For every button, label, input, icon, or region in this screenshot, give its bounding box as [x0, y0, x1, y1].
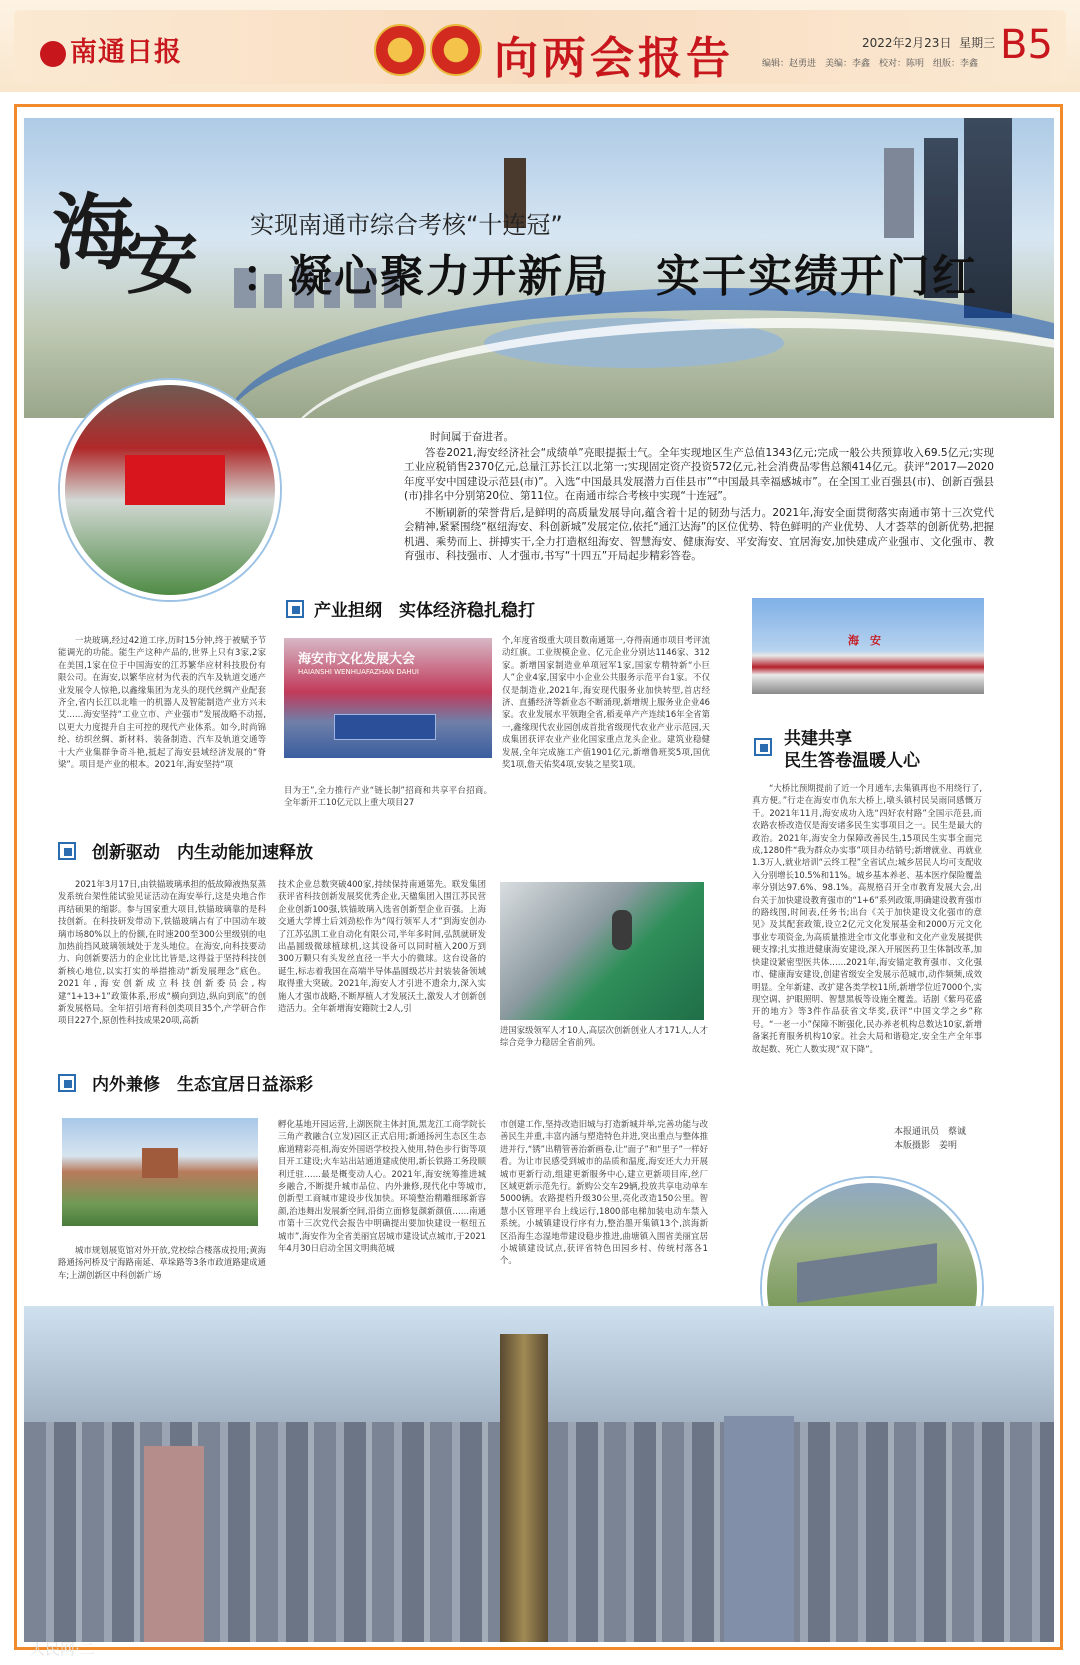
intro-lead: 时间属于奋进者。 [430, 431, 514, 443]
cppcc-emblem-icon [430, 24, 482, 76]
intro-paragraph-2: 不断刷新的荣誉背后,是鲜明的高质量发展导向,蕴含着十足的韧劲与活力。2021年,海安全面贯彻落实南通市第十三次党代会精神,紧紧围绕“枢纽海安、科创新城”发展定位,依托“通江达海”的区位优势、特色鲜明的产业优势、人才荟萃的创新优势,把握机遇、乘势而上、拼搏实干,全力打造枢纽海安、智慧海安、健康海安、平安海安、宜居海安,加快建成产业强市、文化强市、教育强市、科技强市、人才强市,书写“十四五”开局起步精彩答卷。 [404, 507, 994, 563]
section1-column-2: 个,年度省级重大项目数南通第一,夺得南通市项目考评流动红旗。工业规模企业、亿元企业分别达1146家、312家。新增国家制造业单项冠军1家,国家专精特新“小巨人”企业4家,国家中小企业公共服务示范平台1家。不仅仅是制造业,2021年,海安现代服务业加快转型,首店经济、直播经济等新业态不断涌现,新增规上服务业企业46家。农业发展水平领跑全省,稻麦单产产连续16年全省第一,鑫缘现代农业园创成首批省级现代农业产业示范园,天成集团获评农业产业化国家重点龙头企业。建筑业稳健发展,全年完成施工产值1901亿元,新增鲁班奖5项,国优奖1项,詹天佑奖4项,安装之星奖1项。 [502, 635, 710, 770]
section2-column-2: 技术企业总数突破400家,持续保持南通第先。联发集团获评省科技创新发展奖优秀企业,天楹集团入围江苏民营企业创新100强,铁锚玻璃入选省创新型企业百强。上海交通大学博士后刘劲松作为“闯行领军人才”到海安创办了江苏弘凯工业自动化有限公司,半年多时间,弘凯就研发出晶圆级微球植球机,这其设备可以同时植入200万到300万颗只有头发丝直径一半大小的微球。这台设备的诞生,标志着我国在高端半导体晶圆级芯片封装装备领域取得重大突破。2021年,海安人才引进不遗余力,深入实施人才强市战略,不断厚植人才发展沃土,激发人才创新创造活力。全年新增海安籍院士2人,引 [278, 879, 486, 1014]
newspaper-logo: 南通日报 [40, 30, 182, 69]
masthead: 向两会报告 [494, 33, 734, 84]
section-icon [286, 600, 304, 618]
hero-subtitle: 实现南通市综合考核“十连冠” [250, 211, 563, 239]
section-icon [58, 1074, 76, 1092]
page-number: B5 [1000, 22, 1053, 68]
section3-column-2: 孵化基地开园运营,上湖医院主体封顶,黑龙江工商学院长三角产教融合(立发)园区正式启用;新通扬河生态区生态廊道精彩亮相,海安外国语学校投入使用,特色步行街等项目开工建设;火车站出站通道建成使用,新长铁路工务段顺利迁驻……最是概变动人心。2021年,海安统筹推进城乡融合,不断提升城市品位、内外兼修,现代化中等城市,创新型工商城市建设步伐加快。环境整治精雕细琢新容颜,治违舞出发展新空间,沿街立面修复颜新颜值……南通市第十三次党代会报告中明确提出要加快建设一枢纽五城市”,海安作为全省美丽宜居城市建设试点城市,于2021年4月30日启动全国文明典范城 [278, 1119, 486, 1254]
issue-date: 2022年2月23日 星期三 [862, 36, 996, 50]
section-icon [58, 842, 76, 860]
city-skyline-photo [24, 1306, 1054, 1642]
section-title-livelihood-1: 共建共享 [784, 729, 852, 749]
flag-ceremony-photo [60, 380, 280, 600]
reporter-credit: 本报通讯员 蔡诚 [894, 1127, 967, 1137]
section-title-industry: 产业担纲 实体经济稳扎稳打 [314, 601, 535, 621]
section2-column-3: 进国家级领军人才10人,高层次创新创业人才171人,人才综合竞争力稳居全省前列。 [500, 1025, 708, 1048]
section1-column-1: 一块玻璃,经过42道工序,历时15分钟,终于被赋予节能调光的功能。能生产这种产品的,世界上只有3家,2家在美国,1家在位于中国海安的江苏繁华应材科技股份有限公司。在海安,以繁华应材为代表的汽车及轨道交通产业发展令人惊艳,以鑫缘集团为龙头的现代丝绸产业配套齐全,省内长江以北唯一的机器人及智能制造产业方兴未艾……海安坚持“工业立市、产业强市”发展战略不动摇,以更大力度提升自主可控的现代产业体系。如今,时尚锦纶、纺织丝绸、新材料、装备制造、汽车及轨道交通等十大产业集群争奇斗艳,抵起了海安县域经济发展的“脊梁”。项目是产业的根本。2021年,海安坚持“项 [58, 635, 266, 770]
hero-char-an: 安 [126, 219, 199, 304]
section2-column-1: 2021年3月17日,由铁锚玻璃承担的低故障液热泵蒸发系统台架性能试验见证活动在海安举行,这是央地合作再结硕果的缩影。参与国家重大项目,铁锚玻璃靠的是科技创新。在科技研发带动下,铁锚玻璃占有了中国动车玻璃市场80%以上的份额,在时速200至300公里级别的电加热前挡风玻璃领域处于龙头地位。在海安,向科技要动力、向创新要活力的企业比比皆是,这得益于坚持科技创新核心地位,以实打实的举措推动“新发展理念”底色。2021年,海安创新成立科技创新委员会,构建“1+13+1”政策体系,形成“横向到边,纵向到底”的创新发展格局。全年招引培育科创类项目35个,产学研合作项目227个,原创性科技成果20项,高新 [58, 879, 266, 1026]
section-title-innovation: 创新驱动 内生动能加速释放 [92, 843, 313, 863]
railway-station-photo: 海 安 [752, 598, 984, 694]
section-title-livelihood-2: 民生答卷温暖人心 [784, 751, 920, 771]
planning-hall-photo [62, 1118, 258, 1226]
photographer-credit: 本版摄影 姜明 [894, 1141, 958, 1151]
section-title-ecology: 内外兼修 生态宜居日益添彩 [92, 1075, 313, 1095]
national-emblem-icon [374, 24, 426, 76]
culture-conference-photo: 海安市文化发展大会 HAIANSHI WENHUAFAZHAN DAHUI [284, 638, 492, 758]
section-icon [754, 738, 772, 756]
section4-body: “大桥比预期提前了近一个月通车,去集镇再也不用绕行了,真方便。”行走在海安市仇东大桥上,墩头镇村民吴雨同感慨万千。2021年11月,海安成功入选“四好农村路”全国示范县,而农路农桥改造仅是海安诸多民生实事项目之一。民生是最大的政治。2021年,海安全力保障改善民生,15项民生实事全面完成,1280件“我为群众办实事”项目办结销号;新增就业、再就业1.3万人,就业培训“云终工程”全省试点;城乡居民人均可支配收入分别增长10.5%和11%。城乡基本养老、基本医疗保险覆盖率分别达97.6%、98.1%。高规格召开全市教育发展大会,出台关于加快建设教育强市的“1+6”系列政策,明确建设教育强市的路线图,时间表,任务书;出台《关于加快建设文化强市的意见》及其配套政策,设立2亿元文化发展基金和2000万元文化事业专项资金,为高质量推进全市文化事业和文化产业发展提供硬支撑;扎实推进健康海安建设,深入开展医药卫生体制改革,加快建设紧密型医共体……2021年,海安锚定教育强市、文化强市、健康海安建设,创建省级安全发展示范城市,动作频频,成效明显。全年新建、改扩建各类学校11所,新增学位近7000个,实现空调、护眼照明、智慧黑板等设施全覆盖。话剧《紫玛花盛开的地方》等3件作品获省文华奖,获评“中国文学之乡”称号。“一老一小”保障不断强化,民办养老机构总数达10家,新增备案托育服务机构10家。社会大局和谐稳定,安全生产全年事故起数、死亡人数实现“双下降”。 [752, 783, 983, 1054]
hero-char-hai: 海 [52, 185, 135, 281]
hero-title: ：凝心聚力开新局 实干实绩开门红 [242, 251, 978, 302]
section3-column-3: 市创建工作,坚持改造旧城与打造新城并举,完善功能与改善民生并重,丰富内涵与塑造特色并进,突出重点与整体推进并行,“锈”出精管善治新画卷,让“面子”和“里子”一样好看。为让市民感受到城市的品质和温度,海安还大力开展城市更新行动,组建更新服务中心,建立更新项目库,丝厂区域更新示范先行。新购公交车29辆,投放共享电动单车5000辆。农路提档升级30公里,亮化改造150公里。智慧小区管理平台上线运行,1800部电梯加装电动车禁入系统。小城镇建设行序有力,整治墨开集镇13个,滨海新区沿海生态湿地带建设稳步推进,曲塘镇入围省美丽宜居小城镇建设试点,获评省特色田园乡村、传统村落各1个。 [500, 1119, 708, 1266]
staff-credits: 编辑：赵勇进 美编：李鑫 校对：陈明 组版：李鑫 [762, 59, 979, 69]
section3-column-1: 城市规划展览馆对外开放,党校综合楼落成投用;黄海路通扬河桥及宁海路南延、草垛路等3条市政道路建成通车;上湖创新区中科创新广场 [58, 1245, 266, 1280]
intro-paragraph-1: 答卷2021,海安经济社会“成绩单”亮眼提振士气。全年实现地区生产总值1343亿元;完成一般公共预算收入69.5亿元;实现工业应税销售2370亿元,总量江苏长江以北第一;实现固定资产投资572亿元,社会消费品零售总额414亿元。获评“2017—2020年度平安中国建设示范县(市)”。入选“中国最具发展潜力百佳县市”“中国最具幸福感城市”。在全国工业百强县(市)、创新百强县(市)排名中分别第20位、第11位。在南通市综合考核中实现“十连冠”。 [404, 447, 994, 503]
section1-column-1b: 目为王”,全力推行产业“链长制”招商和共享平台招商。全年新开工10亿元以上重大项目27 [284, 785, 492, 808]
glass-factory-photo [500, 882, 704, 1020]
newspaper-logo-icon [40, 41, 66, 67]
watermark: 人民网·二 [30, 1640, 95, 1658]
